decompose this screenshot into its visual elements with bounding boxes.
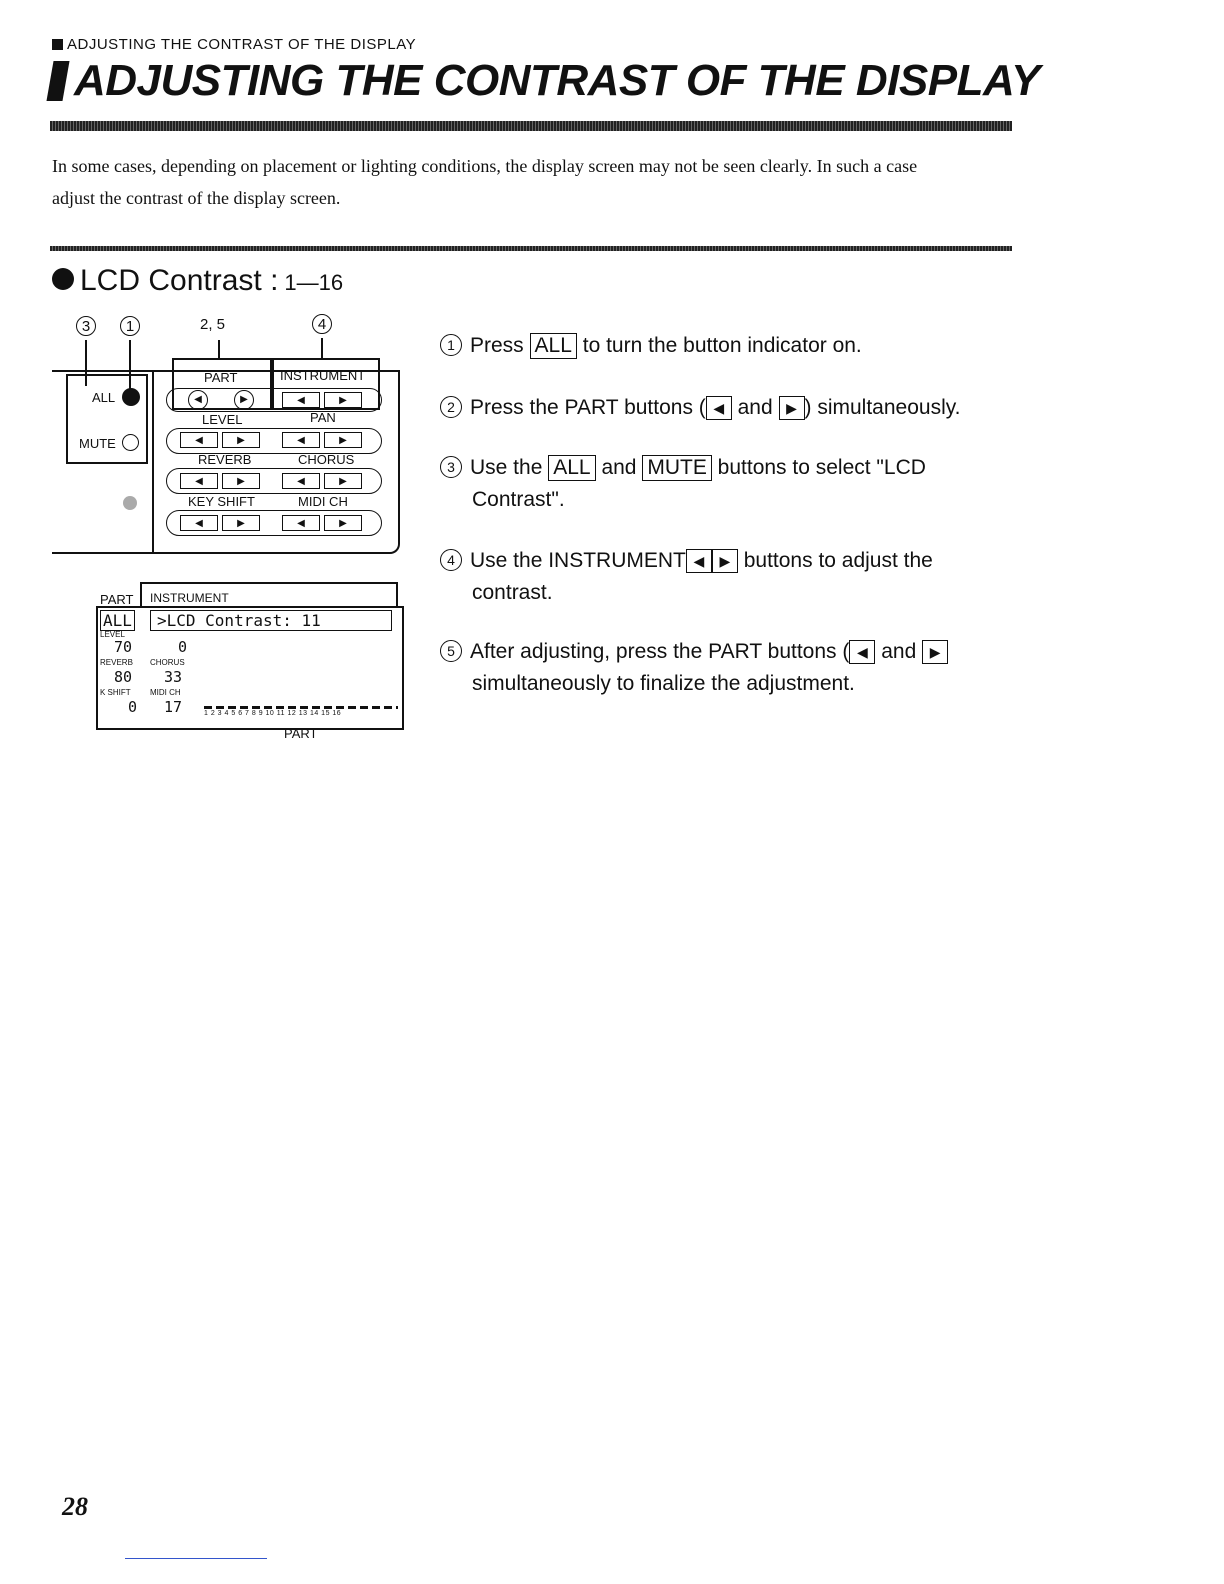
lcd-instrument-label: INSTRUMENT [150, 591, 229, 605]
level-buttons [180, 432, 260, 448]
panel-diagram [50, 312, 410, 752]
left-arrow-icon: ◀ [706, 396, 732, 420]
callout-2-5: 2, 5 [200, 316, 226, 333]
step-4: 4 Use the INSTRUMENT ◀ ▶ buttons to adjust the contrast. [440, 545, 1020, 609]
lcd-all-indicator: ALL [100, 610, 135, 631]
key-shift-label: KEY SHIFT [188, 494, 255, 509]
step-1: 1 Press ALL to turn the button indicator on. [440, 330, 1020, 362]
lcd-part-meter [204, 706, 398, 709]
title-bar-icon [46, 61, 69, 101]
running-header [52, 36, 416, 53]
square-bullet-icon [52, 39, 63, 50]
page-number: 28 [62, 1492, 88, 1521]
lcd-kshift-value: 0 [128, 698, 138, 716]
footer-line [125, 1558, 267, 1559]
midi-ch-left-button[interactable]: ◀ [282, 515, 320, 531]
chorus-left-button[interactable]: ◀ [282, 473, 320, 489]
lcd-part-label: PART [100, 592, 134, 607]
right-arrow-icon: ▶ [922, 640, 948, 664]
running-title: ADJUSTING THE CONTRAST OF THE DISPLAY [67, 36, 417, 53]
section-title: LCD Contrast : 1—16 [52, 264, 343, 298]
divider [50, 121, 1012, 131]
all-key: ALL [548, 455, 595, 481]
lcd-message: >LCD Contrast: 11 [150, 610, 392, 631]
panel-divider [152, 370, 154, 552]
level-right-button[interactable]: ▶ [222, 432, 260, 448]
key-shift-left-button[interactable]: ◀ [180, 515, 218, 531]
step-number: 4 [440, 549, 462, 571]
key-shift-buttons [180, 515, 260, 531]
part-label: PART [204, 370, 238, 385]
chorus-right-button[interactable]: ▶ [324, 473, 362, 489]
lcd-midi-label: MIDI CH [150, 688, 181, 697]
pan-left-button[interactable]: ◀ [282, 432, 320, 448]
midi-ch-buttons [282, 515, 362, 531]
right-arrow-icon: ▶ [712, 549, 738, 573]
lcd-pan-value: 0 [178, 638, 188, 656]
instrument-buttons [282, 392, 362, 408]
pan-right-button[interactable]: ▶ [324, 432, 362, 448]
lcd-reverb-value: 80 [114, 668, 133, 686]
step-5: 5 After adjusting, press the PART buttons ( ◀ and ▶ simultaneously to finalize the adjustment. [440, 636, 1020, 700]
instrument-label: INSTRUMENT [280, 368, 366, 383]
callout-4: 4 [312, 314, 332, 334]
right-arrow-icon: ▶ [779, 396, 805, 420]
part-right-button[interactable]: ▶ [234, 390, 254, 410]
divider [50, 246, 1012, 251]
mute-indicator-icon[interactable] [122, 434, 139, 451]
instrument-left-button[interactable]: ◀ [282, 392, 320, 408]
lcd-bottom-part-label: PART [284, 726, 318, 741]
leader-line [218, 340, 220, 360]
lcd-chorus-value: 33 [164, 668, 183, 686]
left-arrow-icon: ◀ [686, 549, 712, 573]
mute-key: MUTE [642, 455, 712, 481]
lcd-scale: 1 2 3 4 5 6 7 8 9 10 11 12 13 14 15 16 [204, 710, 342, 717]
reverb-left-button[interactable]: ◀ [180, 473, 218, 489]
lcd-chorus-label: CHORUS [150, 658, 185, 667]
pan-buttons [282, 432, 362, 448]
all-key: ALL [530, 333, 577, 359]
chorus-buttons [282, 473, 362, 489]
step-number: 2 [440, 396, 462, 418]
step-number: 1 [440, 334, 462, 356]
reverb-right-button[interactable]: ▶ [222, 473, 260, 489]
level-label: LEVEL [202, 412, 243, 427]
all-indicator-icon[interactable] [122, 388, 140, 406]
lcd-midi-value: 17 [164, 698, 183, 716]
reverb-label: REVERB [198, 452, 252, 467]
midi-ch-label: MIDI CH [298, 494, 348, 509]
chorus-label: CHORUS [298, 452, 355, 467]
intro-paragraph: In some cases, depending on placement or lighting conditions, the display screen may not be seen clearly. In such a case adjust the contrast of the display screen. [52, 156, 918, 208]
instrument-right-button[interactable]: ▶ [324, 392, 362, 408]
step-3: 3 Use the ALL and MUTE buttons to select "LCD Contrast". [440, 452, 1020, 516]
lcd-reverb-label: REVERB [100, 658, 133, 667]
all-label: ALL [92, 390, 116, 405]
midi-ch-right-button[interactable]: ▶ [324, 515, 362, 531]
step-number: 3 [440, 456, 462, 478]
step-number: 5 [440, 640, 462, 662]
callout-3: 3 [76, 316, 96, 336]
page-title: ADJUSTING THE CONTRAST OF THE DISPLAY [50, 56, 1040, 106]
sensor-icon [123, 496, 137, 510]
pan-label: PAN [310, 410, 336, 425]
callout-1: 1 [120, 316, 140, 336]
left-arrow-icon: ◀ [849, 640, 875, 664]
leader-line [321, 338, 323, 358]
reverb-buttons [180, 473, 260, 489]
level-left-button[interactable]: ◀ [180, 432, 218, 448]
mute-label: MUTE [79, 436, 116, 451]
bullet-dot-icon [52, 268, 74, 290]
part-left-button[interactable]: ◀ [188, 390, 208, 410]
lcd-level-value: 70 [114, 638, 133, 656]
lcd-kshift-label: K SHIFT [100, 688, 131, 697]
key-shift-right-button[interactable]: ▶ [222, 515, 260, 531]
step-2: 2 Press the PART buttons ( ◀ and ▶ ) simultaneously. [440, 392, 1020, 424]
lcd-level-label: LEVEL [100, 630, 125, 639]
